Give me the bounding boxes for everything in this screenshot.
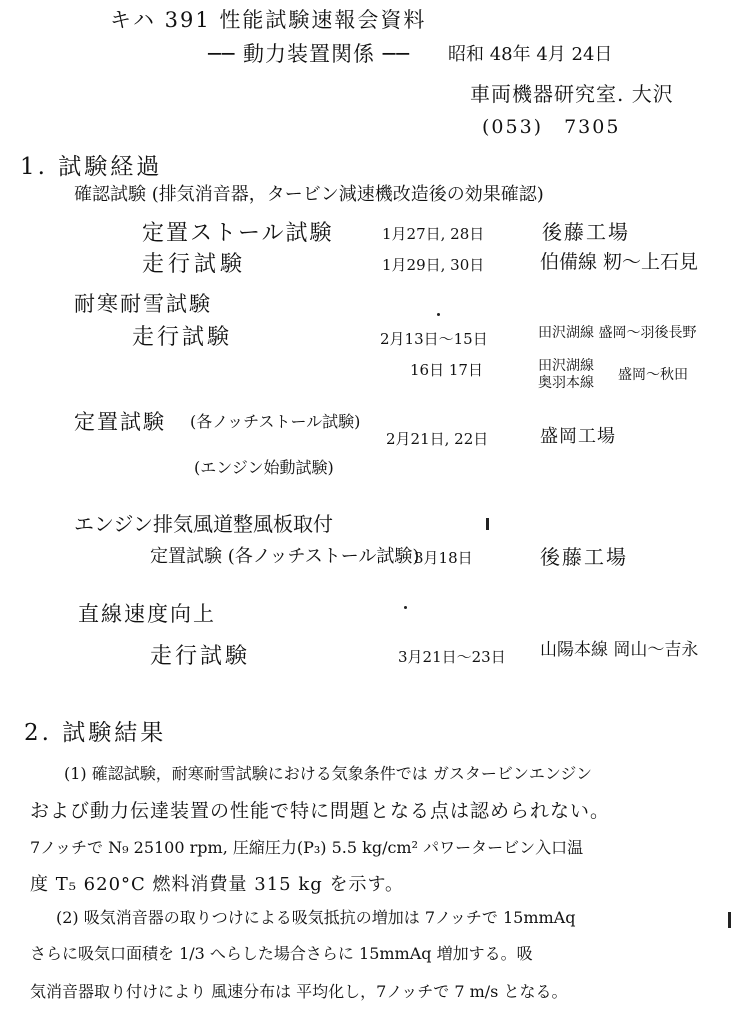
test-location-line: 田沢湖線 <box>538 358 594 374</box>
test-date: 3月18日 <box>414 549 473 567</box>
test-location: 山陽本線 岡山〜吉永 <box>540 640 699 660</box>
section-heading-progress: 1. 試験経過 <box>20 154 163 180</box>
test-date: 3月21日〜23日 <box>398 648 506 666</box>
result-line: および動力伝達装置の性能で特に問題となる点は認められない。 <box>30 800 611 822</box>
group-title-cold-snow: 耐寒耐雪試験 <box>74 292 212 316</box>
test-name: 定置試験 (各ノッチストール試験) <box>150 546 420 567</box>
test-location: 盛岡工場 <box>540 426 616 447</box>
result-line: 気消音器取り付けにより 風速分布は 平均化し，7ノッチで 7 m/s となる。 <box>30 982 568 1001</box>
document-subtitle: ── 動力装置関係 ── <box>208 42 410 66</box>
test-name: 走行試験 <box>150 644 251 669</box>
test-date: 1月29日, 30日 <box>382 256 485 274</box>
test-name: 走行試験 <box>142 252 247 277</box>
group-title-confirmation: 確認試験 (排気消音器，タービン減速機改造後の効果確認) <box>74 184 544 205</box>
author-phone: (053) 7305 <box>482 116 621 138</box>
test-date: 1月27日, 28日 <box>382 225 485 243</box>
group-title-stationary: 定置試験 <box>74 410 166 434</box>
result-line: さらに吸気口面積を 1/3 へらした場合さらに 15mmAq 増加する。吸 <box>30 944 533 963</box>
document-title: キハ 391 性能試験速報会資料 <box>110 8 427 32</box>
test-name: 定置ストール試験 <box>142 221 334 246</box>
scan-speck <box>437 313 440 316</box>
test-location: 後藤工場 <box>540 545 628 569</box>
test-location: 田沢湖線 盛岡〜羽後長野 <box>538 325 697 341</box>
result-line: (2) 吸気消音器の取りつけによる吸気抵抗の増加は 7ノッチで 15mmAq <box>56 908 576 927</box>
result-line: (1) 確認試験，耐寒耐雪試験における気象条件では ガスタービンエンジン <box>64 764 593 783</box>
test-location-route: 盛岡〜秋田 <box>618 367 688 383</box>
scan-speck <box>404 606 407 609</box>
section-heading-results: 2. 試験結果 <box>24 720 167 746</box>
author-department: 車両機器研究室. 大沢 <box>470 82 674 106</box>
test-location: 後藤工場 <box>542 220 630 244</box>
result-line: 7ノッチで N₉ 25100 rpm, 圧縮圧力(P₃) 5.5 kg/cm² パワータービン入口温 <box>30 838 584 857</box>
test-name: 走行試験 <box>132 325 233 350</box>
test-name: (各ノッチストール試験) <box>190 412 361 431</box>
result-line: 度 T₅ 620°C 燃料消費量 315 kg を示す。 <box>30 874 405 895</box>
test-date: 2月21日, 22日 <box>386 430 489 448</box>
test-name: (エンジン始動試験) <box>194 458 334 477</box>
test-location-line: 奥羽本線 <box>538 375 594 391</box>
test-date: 2月13日〜15日 <box>380 330 488 348</box>
test-date: 16日 17日 <box>410 361 483 379</box>
document-date: 昭和 48年 4月 24日 <box>448 44 613 65</box>
test-location: 伯備線 籾〜上石見 <box>540 251 699 273</box>
group-title-exhaust-duct: エンジン排気風道整風板取付 <box>74 512 333 536</box>
group-title-speed-improvement: 直線速度向上 <box>78 602 216 626</box>
scan-speck <box>486 518 489 530</box>
scan-speck <box>728 912 731 928</box>
